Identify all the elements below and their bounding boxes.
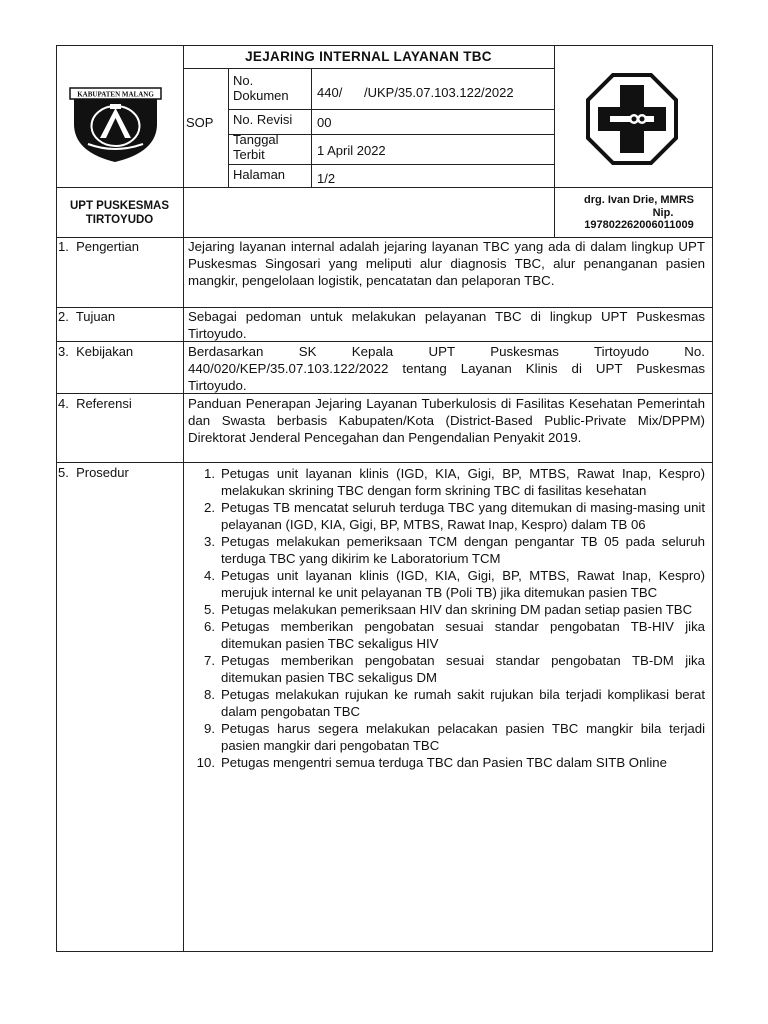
list-item-text: Petugas unit layanan klinis (IGD, KIA, Gigi, BP, MTBS, Rawat Inap, Kespro) merujuk internal ke unit pelayanan TB (Poli TB) jika ditemukan pasien TBC — [221, 568, 705, 600]
list-item-text: Petugas melakukan rujukan ke rumah sakit rujukan bila terjadi komplikasi berat dalam pengobatan TBC — [221, 687, 705, 719]
section-label-referensi: 4. Referensi — [58, 396, 132, 411]
list-item — [185, 533, 705, 567]
organization-name: UPT PUSKESMAS TIRTOYUDO — [69, 200, 170, 226]
page-label: Halaman — [233, 167, 286, 182]
section-text-kebijakan: Berdasarkan SK Kepala UPT Puskesmas Tirtoyudo No. 440/020/KEP/35.07.103.122/2022 tentang Layanan Klinis di UPT Puskesmas Tirtoyudo. — [188, 344, 705, 393]
section-text-pengertian: Jejaring layanan internal adalah jejaring layanan TBC yang ada di dalam lingkup UPT Puskesmas Singosari yang meliputi alur diagnosis TBC, alur penanganan pasien mangkir, pengelolaan logistik, pencatatan dan pelaporan TBC. — [188, 239, 705, 288]
list-item-number: 5. — [204, 602, 215, 617]
section-label-prosedur: 5. Prosedur — [58, 465, 129, 480]
list-item-number: 4. — [204, 568, 215, 583]
list-item — [185, 686, 705, 720]
list-item-number: 9. — [204, 721, 215, 736]
revision-value: 00 — [317, 115, 332, 130]
sop-label: SOP — [186, 115, 214, 130]
list-item-number: 6. — [204, 619, 215, 634]
list-item-text: Petugas harus segera melakukan pelacakan pasien TBC mangkir bila terjadi pasien mangkir dari pengobatan TBC — [221, 721, 705, 753]
list-item — [185, 618, 705, 652]
list-item-number: 8. — [204, 687, 215, 702]
doc-number-label: No. Dokumen — [233, 73, 289, 103]
list-item-number: 10. — [196, 755, 215, 770]
page-value: 1/2 — [317, 171, 336, 186]
list-item — [185, 652, 705, 686]
signatory-nip: 197802262006011009 — [584, 219, 694, 231]
puskesmas-logo — [586, 73, 678, 165]
list-item-text: Petugas mengentri semua terduga TBC dan Pasien TBC dalam SITB Online — [221, 755, 667, 770]
issue-date-label: Tanggal Terbit — [233, 132, 279, 162]
list-item — [185, 465, 705, 499]
revision-label: No. Revisi — [233, 112, 293, 127]
signatory-name: drg. Ivan Drie, MMRS — [583, 194, 695, 206]
document-title: JEJARING INTERNAL LAYANAN TBC — [245, 49, 492, 64]
regency-logo — [68, 84, 163, 164]
list-item — [185, 567, 705, 601]
signatory-nip-label: Nip. — [652, 206, 674, 219]
list-item-text: Petugas memberikan pengobatan sesuai standar pengobatan TB-HIV jika ditemukan pasien TBC sekaligus HIV — [221, 619, 705, 651]
list-item-text: Petugas memberikan pengobatan sesuai standar pengobatan TB-DM jika ditemukan pasien TBC sekaligus DM — [221, 653, 705, 685]
list-item-number: 1. — [204, 466, 215, 481]
list-item-text: Petugas melakukan pemeriksaan HIV dan skrining DM padan setiap pasien TBC — [221, 602, 693, 617]
list-item-number: 3. — [204, 534, 215, 549]
signatory-block — [556, 194, 710, 232]
section-label-tujuan: 2. Tujuan — [58, 309, 116, 324]
list-item-text: Petugas unit layanan klinis (IGD, KIA, Gigi, BP, MTBS, Rawat Inap, Kespro) melakukan skrining TBC dengan form skrining TBC di fasilitas kesehatan — [221, 466, 705, 498]
doc-number-value: 440/ /UKP/35.07.103.122/2022 — [317, 85, 514, 100]
list-item-number: 2. — [204, 500, 215, 515]
section-label-kebijakan: 3. Kebijakan — [58, 344, 134, 359]
section-label-pengertian: 1. Pengertian — [58, 239, 139, 254]
section-text-referensi: Panduan Penerapan Jejaring Layanan Tuberkulosis di Fasilitas Kesehatan Pemerintah dan Swasta berbasis Kabupaten/Kota (District-Based Public-Private Mix/DPPM) Direktorat Jenderal Pencegahan dan Pengendalian Penyakit 2019. — [188, 396, 705, 445]
list-item-text: Petugas melakukan pemeriksaan TCM dengan pengantar TB 05 pada seluruh terduga TBC yang dikirim ke Laboratorium TCM — [221, 534, 705, 566]
list-item-text: Petugas TB mencatat seluruh terduga TBC yang ditemukan di masing-masing unit pelayanan (IGD, KIA, Gigi, BP, MTBS, Rawat Inap, Kespro) dalam TB 06 — [221, 500, 705, 532]
list-item — [185, 601, 705, 618]
list-item-number: 7. — [204, 653, 215, 668]
list-item — [185, 754, 705, 771]
section-text-tujuan: Sebagai pedoman untuk melakukan pelayanan TBC di lingkup UPT Puskesmas Tirtoyudo. — [188, 309, 705, 341]
issue-date-value: 1 April 2022 — [317, 143, 386, 158]
procedure-list — [185, 465, 705, 771]
list-item — [185, 720, 705, 754]
logo-text: KABUPATEN MALANG — [77, 90, 154, 99]
list-item — [185, 499, 705, 533]
